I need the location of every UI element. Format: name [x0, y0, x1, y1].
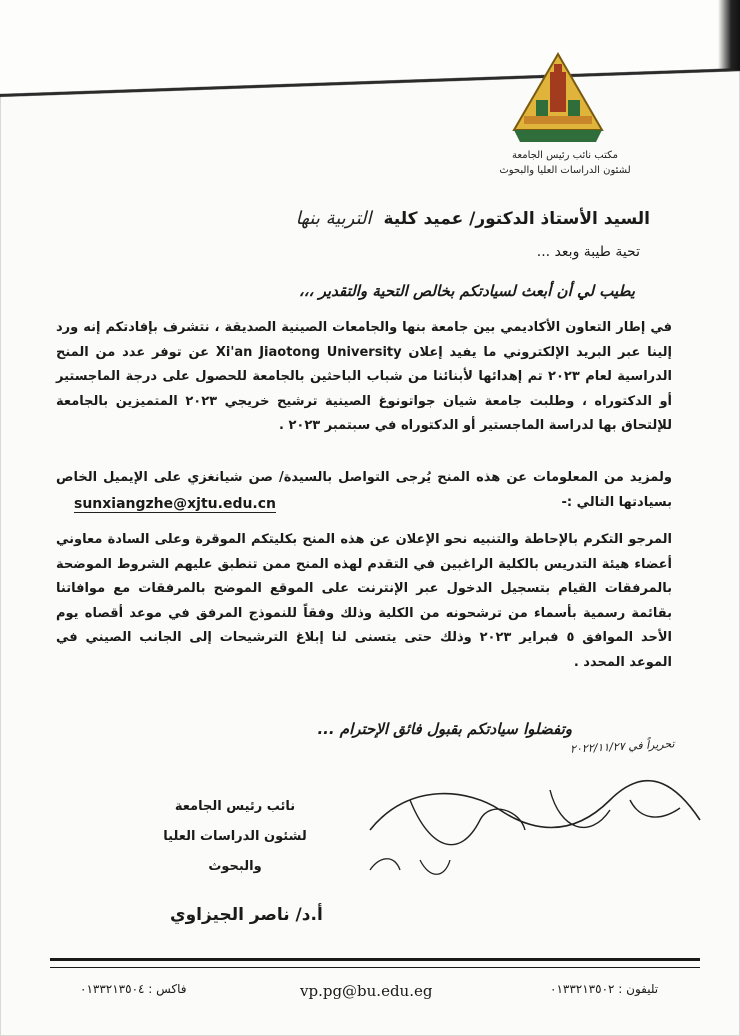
scan-shadow-top — [0, 0, 740, 130]
footer-rule-thick — [50, 958, 700, 961]
office-line-2: لشئون الدراسات العليا والبحوث — [499, 165, 631, 176]
signatory-title-line-2: لشئون الدراسات العليا والبحوث — [163, 829, 307, 874]
signatory-name: أ.د/ ناصر الجيزاوي — [170, 905, 323, 925]
office-header — [470, 148, 660, 178]
paragraph-1: في إطار التعاون الأكاديمي بين جامعة بنها والجامعات الصينية الصديقة ، نتشرف بإفادتكم إنه ورد إلينا عبر البريد الإلكتروني ما يفيد إعلان Xi'an Jiaotong University عن توفر عدد من المنح الدراسية لعام ٢٠٢٣ تم إهدائها لأبنائنا من شباب الباحثين بالجامعة للحصول على درجة الماجستير أو الدكتوراه ، وطلبت جامعة شيان جواتونوغ الصينية ترشيح خريجي ٢٠٢٣ المتميزين بالجامعة للإلتحاق بها لدراسة الماجستير أو الدكتوراه في سبتمبر ٢٠٢٣ . — [56, 320, 672, 433]
footer-email[interactable]: vp.pg@bu.edu.eg — [300, 982, 433, 1000]
signatory-title-line-1: نائب رئيس الجامعة — [174, 799, 296, 814]
addressee-handwritten: التربية بنها — [295, 208, 372, 229]
footer-phone: تليفون : ٠١٣٣٢١٣٥٠٢ — [550, 982, 659, 996]
closing-line: وتفضلوا سيادتكم بقبول فائق الإحترام ... — [317, 720, 572, 738]
greeting: تحية طيبة وبعد ... — [536, 244, 640, 260]
contact-email: sunxiangzhe@xjtu.edu.cn — [74, 496, 277, 512]
edited-date: تحريراً في ٢٠٢٢/١١/٢٧ — [569, 737, 675, 756]
intro-line: يطيب لي أن أبعث لسيادتكم بخالص التحية والتقدير ،،، — [298, 282, 635, 300]
addressee-printed: السيد الأستاذ الدكتور/ عميد كلية — [383, 209, 650, 229]
addressee — [296, 208, 650, 229]
university-logo — [510, 50, 606, 146]
paragraph-2-text: ولمزيد من المعلومات عن هذه المنح يُرجى التواصل بالسيدة/ صن شيانغزي على الإيميل الخاص بسيادتها التالي :- — [56, 470, 672, 510]
signatory-title — [150, 792, 320, 882]
contact-email-line — [74, 496, 276, 512]
office-line-1: مكتب نائب رئيس الجامعة — [512, 150, 618, 161]
footer-rule-thin — [50, 967, 700, 968]
footer-fax: فاكس : ٠١٣٣٢١٣٥٠٤ — [80, 982, 187, 996]
scan-shadow-right — [718, 0, 740, 70]
paragraph-3: المرجو التكرم بالإحاطة والتنبيه نحو الإعلان عن هذه المنح بكليتكم الموقرة وعلى السادة معاوني أعضاء هيئة التدريس بالكلية الراغبين في التقدم لهذه المنح ممن تنطبق عليهم الشروط الموضحة بالمرفقات القيام بتسجيل الدخول عبر الإنترنت على الموقع الموضح بالمرفقات مع موافاتنا بقائمة رسمية بأسماء من ترشحونه من الكلية وذلك وفقاً للنموذج المرفق في موعد أقصاه يوم الأحد الموافق ٥ فبراير ٢٠٢٣ وذلك حتى يتسنى لنا إبلاغ الترشيحات إلى الجانب الصيني في الموعد المحدد . — [56, 532, 672, 670]
handwritten-signature — [350, 760, 710, 910]
